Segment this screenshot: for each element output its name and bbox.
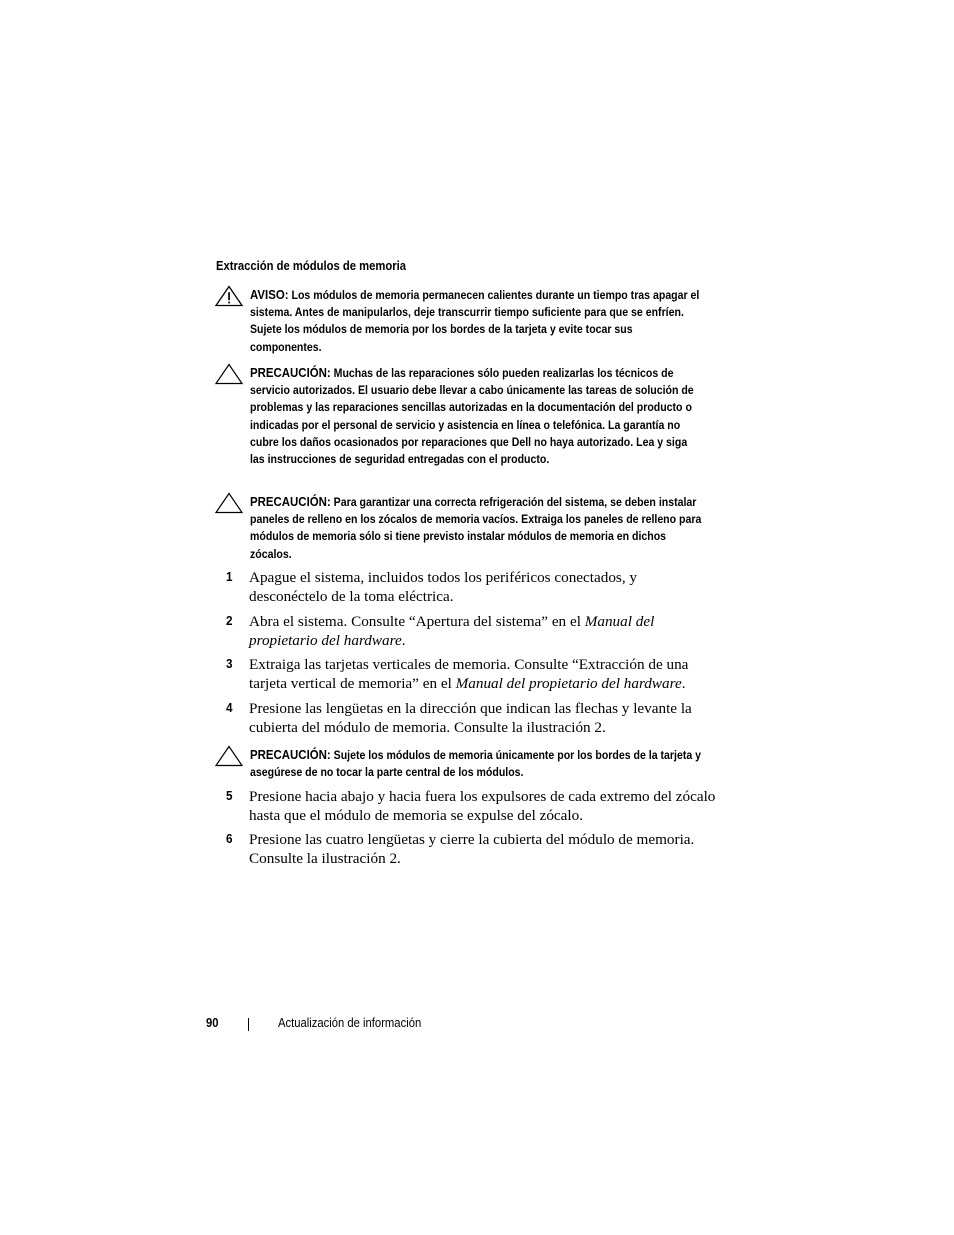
step-text: Extraiga las tarjetas verticales de memoria. Consulte “Extracción de una tarjeta vertical de memoria” en el xyxy=(249,656,689,693)
step-number: 1 xyxy=(226,569,233,584)
caution-icon xyxy=(214,745,244,767)
step-text: Apague el sistema, incluidos todos los periféricos conectados, y desconéctelo de la toma eléctrica. xyxy=(249,569,638,606)
caution-note xyxy=(214,493,714,563)
caution-label: PRECAUCIÓN: xyxy=(250,494,331,509)
caution-text: Muchas de las reparaciones sólo pueden realizarlas los técnicos de servicio autorizados. El usuario debe llevar a cabo únicamente las tareas de solución de problemas y las reparaciones sencillas autorizadas en la documentación del producto o indicadas por el personal de servicio y asistencia en línea o telefónica. La garantía no cubre los daños ocasionados por reparaciones que Dell no haya autorizado. Lea y siga las instrucciones de seguridad entregadas con el producto. xyxy=(250,366,694,467)
caution-note xyxy=(214,364,714,468)
page-number: 90 xyxy=(206,1016,219,1030)
manual-reference: Manual del propietario del hardware xyxy=(249,613,655,650)
step-item xyxy=(226,699,706,738)
step-text: Presione las lengüetas en la dirección que indican las flechas y levante la cubierta del módulo de memoria. Consulte la ilustración 2. xyxy=(249,700,692,737)
caution-text: Sujete los módulos de memoria únicamente por los bordes de la tarjeta y asegúrese de no tocar la parte central de los módulos. xyxy=(250,748,702,780)
caution-note xyxy=(214,746,714,781)
caution-label: PRECAUCIÓN: xyxy=(250,365,331,380)
step-number: 3 xyxy=(226,656,233,671)
warning-note xyxy=(214,286,714,356)
warning-icon xyxy=(214,285,244,307)
step-item xyxy=(226,787,716,826)
step-number: 5 xyxy=(226,788,233,803)
footer-divider xyxy=(248,1018,249,1031)
warning-text: Los módulos de memoria permanecen calientes durante un tiempo tras apagar el sistema. Antes de manipularlos, deje transcurrir tiempo suficiente para que se enfríen. Sujete los módulos de memoria por los bordes de la tarjeta y evite tocar sus componentes. xyxy=(250,288,700,354)
step-item xyxy=(226,612,706,651)
step-item xyxy=(226,830,706,869)
step-text: Presione hacia abajo y hacia fuera los expulsores de cada extremo del zócalo hasta que el módulo de memoria se expulse del zócalo. xyxy=(249,788,716,825)
caution-icon xyxy=(214,492,244,514)
manual-reference: Manual del propietario del hardware xyxy=(455,675,682,693)
step-text-end: . xyxy=(401,632,406,650)
caution-text: Para garantizar una correcta refrigeración del sistema, se deben instalar paneles de relleno en los zócalos de memoria vacíos. Extraiga los paneles de relleno para módulos de memoria sólo si tiene previsto instalar módulos de memoria en dichos zócalos. xyxy=(250,495,702,561)
step-item xyxy=(226,655,706,694)
step-text-end: . xyxy=(681,675,686,693)
caution-icon xyxy=(214,363,244,385)
step-number: 2 xyxy=(226,613,233,628)
chapter-title: Actualización de información xyxy=(278,1016,422,1030)
section-title: Extracción de módulos de memoria xyxy=(216,259,407,273)
step-text: Abra el sistema. Consulte “Apertura del sistema” en el xyxy=(249,613,585,630)
step-item xyxy=(226,568,706,607)
caution-label: PRECAUCIÓN: xyxy=(250,747,331,762)
step-text: Presione las cuatro lengüetas y cierre la cubierta del módulo de memoria. Consulte la ilustración 2. xyxy=(249,831,695,868)
step-number: 6 xyxy=(226,831,233,846)
warning-label: AVISO: xyxy=(250,287,289,302)
step-number: 4 xyxy=(226,700,233,715)
